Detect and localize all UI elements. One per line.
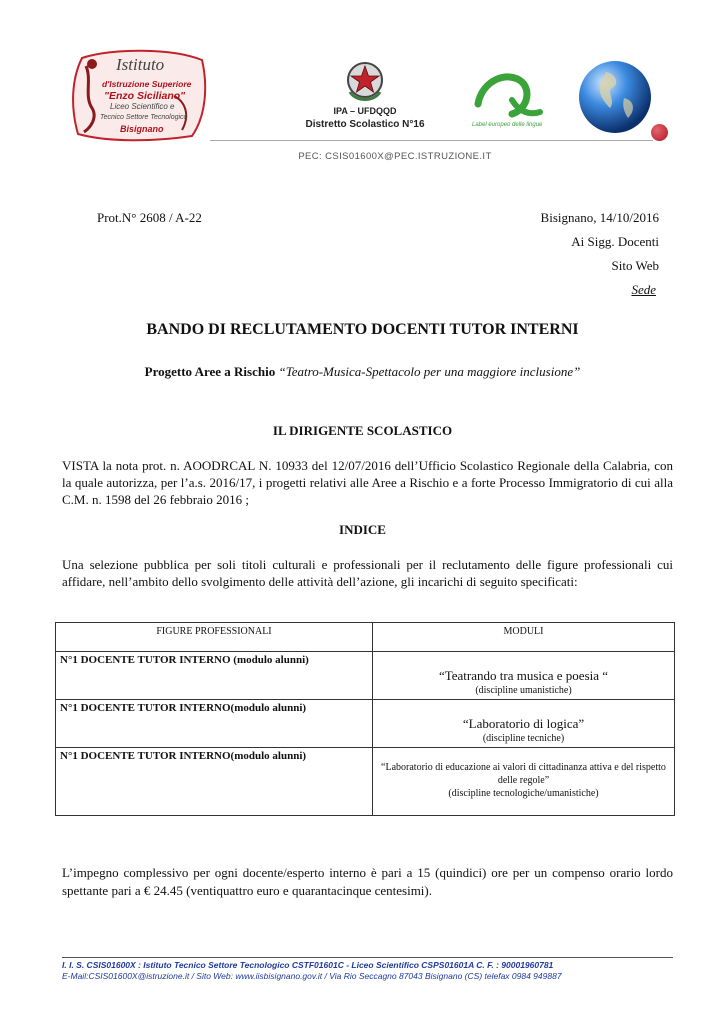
figure-cell: N°1 DOCENTE TUTOR INTERNO (modulo alunni) [56,652,373,700]
module-area: (discipline tecniche) [482,733,565,744]
figure-cell: N°1 DOCENTE TUTOR INTERNO(modulo alunni) [56,700,373,748]
table-row [56,748,675,816]
recipient-3: Sede [631,282,656,297]
footer-divider [62,957,673,958]
vista-paragraph: VISTA la nota prot. n. AOODRCAL N. 10933 del 12/07/2016 dell’Ufficio Scolastico Regionale della Calabria, con la quale autorizza, per l’a.s. 2016/17, i progetti relativi alle Aree a Rischio e a forte Processo Immigratorio di cui alla C.M. n. 1598 del 26 febbraio 2016 ; [62,458,673,507]
module-name: “Laboratorio di educazione ai valori di cittadinanza attiva e del rispetto delle regole” [381,762,666,786]
module-cell [373,748,675,816]
project-label: Progetto Aree a Rischio [144,364,276,379]
european-language-label-logo [468,66,548,132]
document-title: BANDO DI RECLUTAMENTO DOCENTI TUTOR INTERNI [146,321,579,338]
recipient-1: Ai Sigg. Docenti [571,234,659,249]
module-area: (discipline umanistiche) [475,685,572,696]
module-name: “Laboratorio di logica” [462,716,585,731]
header-divider [210,140,653,141]
ipa-code: IPA – UFDQQD [333,106,397,116]
svg-text:Liceo Scientifico e: Liceo Scientifico e [110,102,175,111]
school-logo [62,46,212,144]
project-subtitle [0,364,725,380]
modules-table [55,622,675,816]
footer-line-1: I. I. S. CSIS01600X : Istituto Tecnico Settore Tecnologico CSTF01601C - Liceo Scientifico CSPS01601A C. F. : 90001960781 [62,960,554,970]
intro-paragraph: Una selezione pubblica per soli titoli culturali e professionali per il reclutamento delle figure professionali cui affidare, nell’ambito dello svolgimento delle attività dell’azione, gli incarichi di seguito specificati: [62,557,673,589]
module-name: “Teatrando tra musica e poesia “ [438,668,609,683]
label-logo-text: Label europeo delle lingue [472,122,543,128]
republic-emblem-icon [344,58,386,104]
globe-icon [576,58,654,136]
decorative-dot [651,124,668,141]
recipient-2: Sito Web [611,258,659,273]
table-row [56,652,675,700]
column-header-module: MODULI [373,623,675,652]
pec-address[interactable]: PEC: CSIS01600X@PEC.ISTRUZIONE.IT [298,151,492,162]
compensation-paragraph: L’impegno complessivo per ogni docente/esperto interno è pari a 15 (quindici) ore per un compenso orario lordo spettante pari a € 24.45 (ventiquattro euro e quarantacinque centesimi). [62,865,673,898]
school-district: Distretto Scolastico N°16 [305,119,425,130]
svg-text:d'Istruzione Superiore: d'Istruzione Superiore [102,79,192,89]
place-date: Bisignano, 14/10/2016 [540,210,659,225]
protocol-number: Prot.N° 2608 / A-22 [97,210,202,225]
table-row [56,700,675,748]
svg-text:Bisignano: Bisignano [120,124,164,134]
table-header-row [56,623,675,652]
svg-text:Tecnico Settore Tecnologico: Tecnico Settore Tecnologico [100,114,188,121]
school-logo-line1: Istituto [116,55,165,74]
footer-line-2[interactable]: E-Mail:CSIS01600X@istruzione.it / Sito Web: www.iisbisignano.gov.it / Via Rio Seccagno 87043 Bisignano (CS) telefax 0984 949887 [62,971,562,981]
svg-text:"Enzo Siciliano": "Enzo Siciliano" [104,90,186,102]
column-header-figure: FIGURE PROFESSIONALI [56,623,373,652]
module-area: (discipline tecnologiche/umanistiche) [448,788,599,799]
figure-cell: N°1 DOCENTE TUTOR INTERNO(modulo alunni) [56,748,373,816]
section-heading-dirigente: IL DIRIGENTE SCOLASTICO [272,423,453,438]
section-heading-indice: INDICE [339,522,386,537]
project-name: “Teatro-Musica-Spettacolo per una maggiore inclusione” [278,364,581,379]
module-cell [373,652,675,700]
module-cell [373,700,675,748]
